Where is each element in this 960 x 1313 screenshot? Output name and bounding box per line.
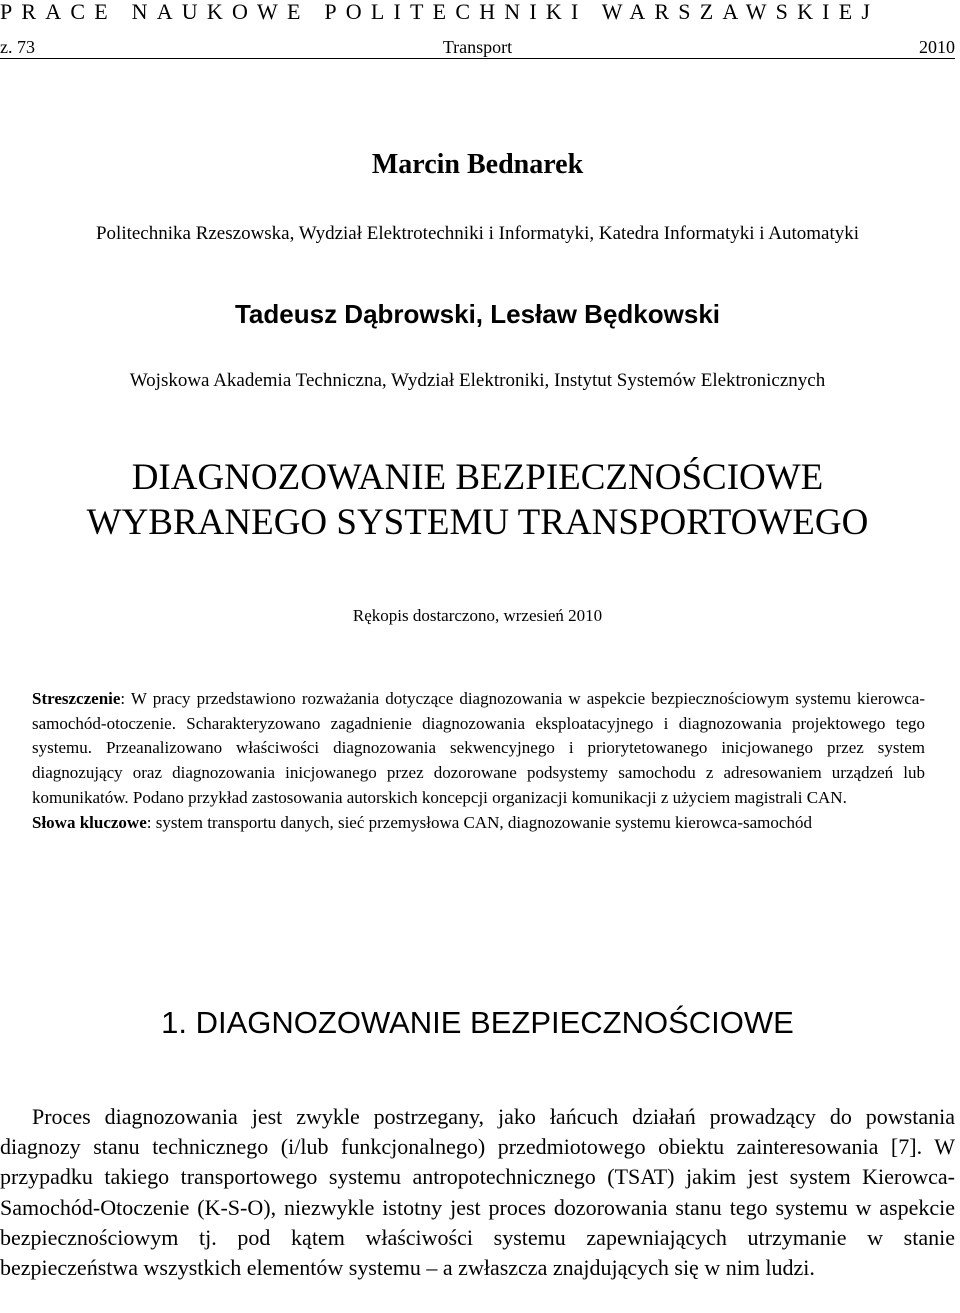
- abstract-paragraph: [32, 687, 925, 811]
- abstract-label: Streszczenie: [32, 689, 121, 708]
- paper-title-line-1: DIAGNOZOWANIE BEZPIECZNOŚCIOWE: [131, 457, 824, 498]
- abstract-text: : W pracy przedstawiono rozważania dotyczące diagnozowania w aspekcie bezpiecznościowym systemu kierowca-samochód-otoczenie. Scharakteryzowano zagadnienie diagnozowania eksploatacyjnego i diagnozowania projektowego tego systemu. Przeanalizowano właściwości diagnozowania sekwencyjnego i priorytetowanego inicjowanego przez system diagnozujący oraz diagnozowania inicjowanego przez dozorowane podsystemy samochodu z adresowaniem urządzeń lub komunikatów. Podano przykład zastosowania autorskich koncepcji organizacji komunikacji z użyciem magistrali CAN.: [32, 689, 925, 807]
- issue-line: [0, 36, 955, 59]
- paper-title-line-2: WYBRANEGO SYSTEMU TRANSPORTOWEGO: [86, 502, 869, 543]
- keywords-text: : system transportu danych, sieć przemysłowa CAN, diagnozowanie systemu kierowca-samochód: [146, 812, 812, 832]
- issue-year: 2010: [919, 37, 955, 57]
- series-header: PRACE NAUKOWE POLITECHNIKI WARSZAWSKIEJ: [0, 0, 880, 24]
- author-names-2: Tadeusz Dąbrowski, Lesław Będkowski: [234, 299, 720, 329]
- received-date: Rękopis dostarczono, wrzesień 2010: [352, 606, 603, 625]
- issue-number: z. 73: [0, 37, 35, 57]
- abstract: [32, 687, 925, 835]
- section-heading: 1. DIAGNOZOWANIE BEZPIECZNOŚCIOWE: [161, 1005, 794, 1040]
- author-affiliation-2: Wojskowa Akademia Techniczna, Wydział Elektroniki, Instytut Systemów Elektronicznych: [129, 370, 826, 391]
- issue-subject: Transport: [442, 37, 513, 57]
- author-affiliation-1: Politechnika Rzeszowska, Wydział Elektrotechniki i Informatyki, Katedra Informatyki i Automatyki: [95, 223, 860, 244]
- keywords-label: Słowa kluczowe: [32, 812, 147, 832]
- keywords-paragraph: [32, 811, 925, 836]
- paper-title: [0, 455, 955, 545]
- body-paragraph: Proces diagnozowania jest zwykle postrzegany, jako łańcuch działań prowadzący do powstania diagnozy stanu technicznego (i/lub funkcjonalnego) przedmiotowego obiektu zainteresowania [7]. W przypadku takiego transportowego systemu antropotechnicznego (TSAT) jakim jest system Kierowca-Samochód-Otoczenie (K-S-O), niezwykle istotny jest proces dozorowania stanu tego systemu w aspekcie bezpiecznościowym tj. pod kątem właściwości systemu zapewniających utrzymanie w stanie bezpieczeństwa wszystkich elementów systemu – a zwłaszcza znajdujących się w nim ludzi.: [0, 1104, 955, 1281]
- author-names-1: Marcin Bednarek: [371, 149, 584, 180]
